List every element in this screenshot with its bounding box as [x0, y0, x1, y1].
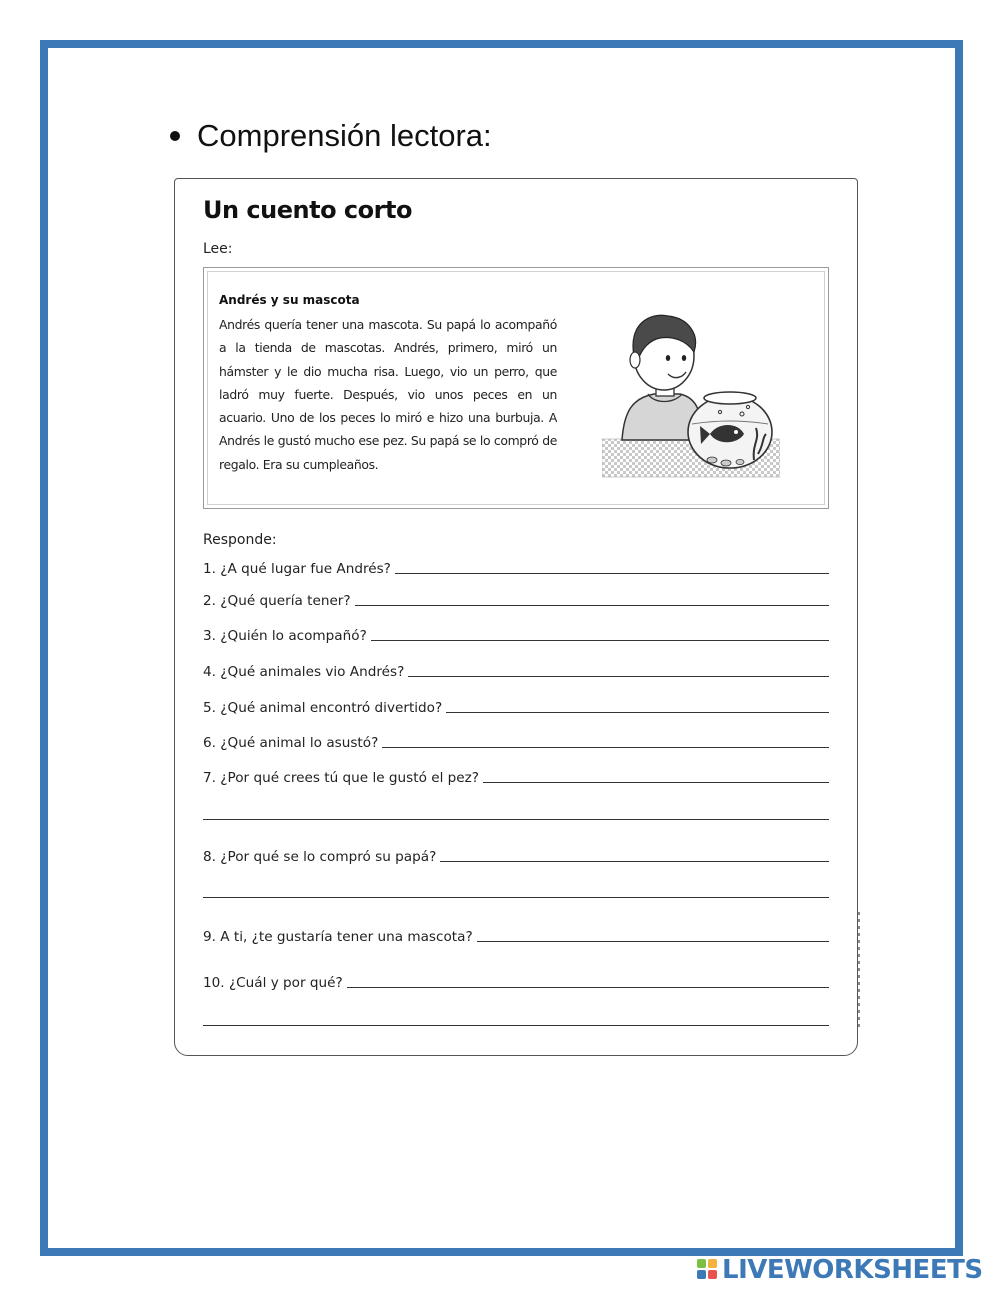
brand-name: LIVEWORKSHEETS [722, 1255, 983, 1285]
question-text: 1. ¿A qué lugar fue Andrés? [203, 561, 391, 577]
question-text: 10. ¿Cuál y por qué? [203, 975, 343, 991]
worksheet-card [174, 178, 858, 1056]
answer-line[interactable] [483, 781, 829, 783]
question-text: 4. ¿Qué animales vio Andrés? [203, 664, 405, 680]
answer-line-extra[interactable] [203, 897, 829, 898]
question-text: 2. ¿Qué quería tener? [203, 593, 351, 609]
question-text: 9. A ti, ¿te gustaría tener una mascota? [203, 929, 473, 945]
question-text: 7. ¿Por qué crees tú que le gustó el pez? [203, 770, 480, 786]
question-6 [203, 735, 829, 751]
answer-line[interactable] [446, 711, 829, 713]
logo-square [697, 1270, 706, 1279]
answer-line[interactable] [395, 572, 829, 574]
story-title: Andrés y su mascota [219, 293, 360, 307]
question-9 [203, 929, 829, 945]
question-3 [203, 628, 829, 644]
section-heading [170, 118, 492, 154]
answer-line-extra[interactable] [203, 819, 829, 820]
story-text: Andrés quería tener una mascota. Su papá lo acompañó a la tienda de mascotas. Andrés, primero, miró un hámster y le dio mucha risa. Luego, vio un perro, que ladró muy fuerte. Después, vio unos peces en un acuario. Uno de los peces lo miró e hizo una burbuja. A Andrés le gustó mucho ese pez. Su papá se lo compró de regalo. Era su cumpleaños. [219, 317, 557, 472]
answer-line[interactable] [440, 860, 829, 862]
respond-instruction: Responde: [203, 532, 277, 548]
logo-square [708, 1259, 717, 1268]
answer-line[interactable] [371, 639, 829, 641]
question-text: 8. ¿Por qué se lo compró su papá? [203, 849, 437, 865]
worksheet-title: Un cuento corto [203, 196, 412, 224]
story-box [203, 267, 829, 509]
liveworksheets-logo-icon [697, 1259, 719, 1281]
answer-line-extra[interactable] [203, 1025, 829, 1026]
answer-line[interactable] [477, 940, 829, 942]
answer-line[interactable] [355, 604, 829, 606]
scan-edge-mark [858, 912, 860, 1030]
answer-line[interactable] [382, 746, 829, 748]
boy-fishbowl-illustration [602, 294, 780, 480]
answer-line[interactable] [408, 675, 829, 677]
bullet-icon [170, 131, 180, 141]
question-1 [203, 561, 829, 577]
question-4 [203, 664, 829, 680]
question-5 [203, 700, 829, 716]
section-heading-text: Comprensión lectora: [197, 118, 492, 153]
question-10 [203, 975, 829, 991]
question-7 [203, 770, 829, 786]
brand-watermark [697, 1255, 983, 1285]
logo-square [708, 1270, 717, 1279]
logo-square [697, 1259, 706, 1268]
question-text: 6. ¿Qué animal lo asustó? [203, 735, 379, 751]
question-8 [203, 849, 829, 865]
answer-line[interactable] [347, 986, 829, 988]
question-text: 3. ¿Quién lo acompañó? [203, 628, 367, 644]
question-2 [203, 593, 829, 609]
read-instruction: Lee: [203, 241, 233, 257]
question-text: 5. ¿Qué animal encontró divertido? [203, 700, 443, 716]
